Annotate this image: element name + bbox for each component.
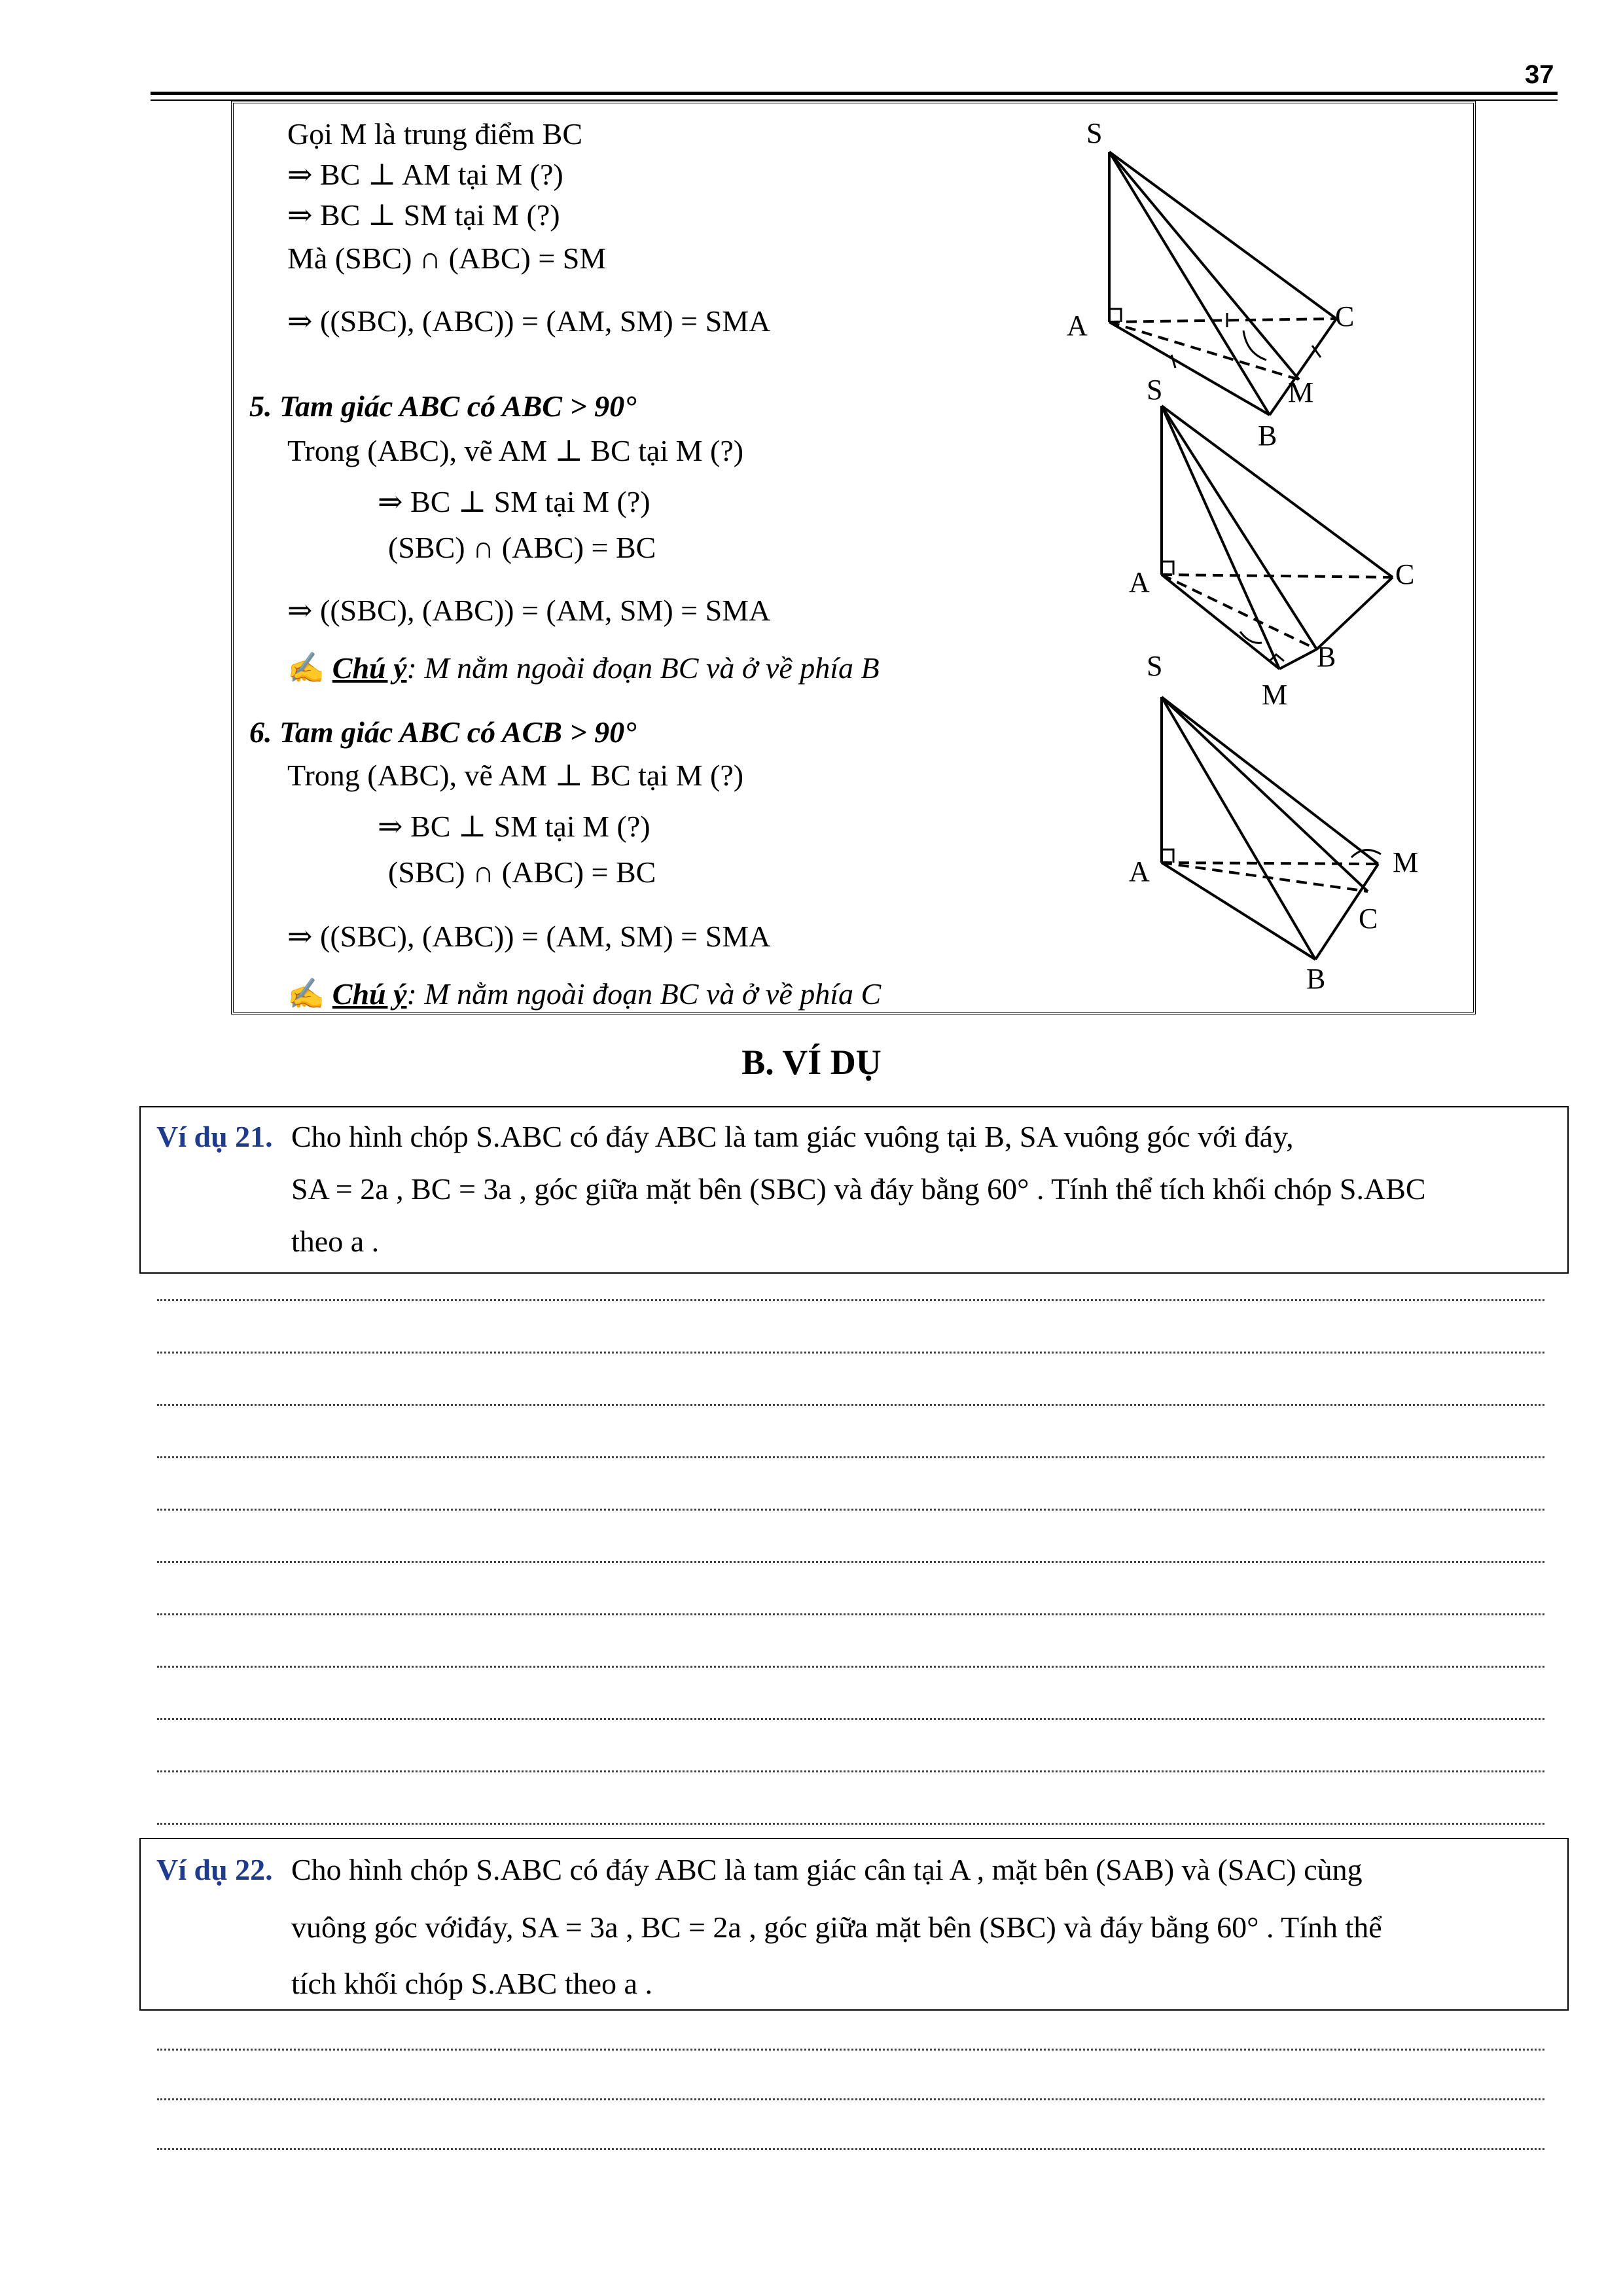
- pyramid-figure-2: [1162, 406, 1393, 669]
- answer-line[interactable]: [157, 1823, 1544, 1825]
- answer-line[interactable]: [157, 1299, 1544, 1301]
- answer-line[interactable]: [157, 1352, 1544, 1354]
- case5-heading: 5. Tam giác ABC có ABC > 90°: [249, 389, 637, 423]
- fig2-label-C: C: [1395, 558, 1415, 590]
- case5-line3: (SBC) ∩ (ABC) = BC: [388, 531, 656, 564]
- fig1-label-S: S: [1086, 117, 1103, 149]
- answer-line[interactable]: [157, 1456, 1544, 1458]
- example-line-2: vuông góc vớiđáy, SA = 3a , BC = 2a , góc giữa mặt bên (SBC) và đáy bằng 60° . Tính thể: [291, 1910, 1382, 1944]
- note-key: Chú ý: [332, 651, 407, 685]
- page-number: 37: [1525, 60, 1554, 89]
- answer-line[interactable]: [157, 2148, 1544, 2150]
- example-line-1: Cho hình chóp S.ABC có đáy ABC là tam giác vuông tại B, SA vuông góc với đáy,: [291, 1120, 1294, 1153]
- answer-line[interactable]: [157, 1509, 1544, 1511]
- note-text: : M nằm ngoài đoạn BC và ở về phía B: [406, 651, 880, 685]
- case6-line3: (SBC) ∩ (ABC) = BC: [388, 855, 656, 889]
- example-line-1: Cho hình chóp S.ABC có đáy ABC là tam giác cân tại A , mặt bên (SAB) và (SAC) cùng: [291, 1853, 1363, 1886]
- case4-line5: ⇒ ((SBC), (ABC)) = (AM, SM) = SMA: [287, 304, 771, 338]
- example-line-3: theo a .: [291, 1225, 380, 1258]
- answer-line[interactable]: [157, 1561, 1544, 1563]
- case5-line2: ⇒ BC ⊥ SM tại M (?): [378, 485, 651, 518]
- fig2-label-M: M: [1262, 679, 1288, 711]
- fig1-label-C: C: [1335, 300, 1355, 332]
- case5-line4: ⇒ ((SBC), (ABC)) = (AM, SM) = SMA: [287, 594, 771, 627]
- answer-line[interactable]: [157, 1613, 1544, 1615]
- fig1-label-M: M: [1288, 376, 1314, 408]
- answer-line[interactable]: [157, 1404, 1544, 1406]
- case4-line1: Gọi M là trung điểm BC: [287, 117, 583, 151]
- case5-line1: Trong (ABC), vẽ AM ⊥ BC tại M (?): [287, 434, 744, 467]
- example-21-box: [139, 1106, 1569, 1274]
- answer-line[interactable]: [157, 2049, 1544, 2051]
- section-title: B. VÍ DỤ: [741, 1043, 882, 1082]
- hand-writing-icon: ✍: [287, 651, 325, 685]
- answer-line[interactable]: [157, 1666, 1544, 1668]
- fig2-label-A: A: [1129, 566, 1150, 598]
- case6-line1: Trong (ABC), vẽ AM ⊥ BC tại M (?): [287, 759, 744, 792]
- case6-line2: ⇒ BC ⊥ SM tại M (?): [378, 810, 651, 843]
- case4-line3: ⇒ BC ⊥ SM tại M (?): [287, 198, 560, 232]
- answer-line[interactable]: [157, 1770, 1544, 1772]
- note-key: Chú ý: [332, 977, 407, 1011]
- fig2-label-S: S: [1147, 374, 1163, 406]
- fig1-label-A: A: [1067, 310, 1088, 342]
- fig3-label-C: C: [1359, 903, 1378, 935]
- answer-line[interactable]: [157, 2098, 1544, 2100]
- case6-heading: 6. Tam giác ABC có ACB > 90°: [249, 715, 637, 749]
- fig3-label-M: M: [1393, 846, 1419, 878]
- pyramid-figure-3: [1162, 697, 1381, 960]
- pyramid-figures: [0, 0, 1623, 1047]
- case4-line4: Mà (SBC) ∩ (ABC) = SM: [287, 242, 607, 275]
- example-line-3: tích khối chóp S.ABC theo a .: [291, 1967, 652, 2000]
- case6-line4: ⇒ ((SBC), (ABC)) = (AM, SM) = SMA: [287, 920, 771, 953]
- example-line-2: SA = 2a , BC = 3a , góc giữa mặt bên (SBC) và đáy bằng 60° . Tính thể tích khối chóp S.ABC: [291, 1172, 1426, 1206]
- hand-writing-icon: ✍: [287, 977, 325, 1011]
- example-22-box: [139, 1838, 1569, 2011]
- answer-line[interactable]: [157, 1718, 1544, 1720]
- note-text: : M nằm ngoài đoạn BC và ở về phía C: [406, 977, 882, 1011]
- fig2-label-B: B: [1317, 641, 1336, 673]
- fig3-label-A: A: [1129, 855, 1150, 888]
- fig3-label-B: B: [1306, 963, 1326, 995]
- case4-line2: ⇒ BC ⊥ AM tại M (?): [287, 158, 563, 191]
- pyramid-figure-1: [1109, 152, 1336, 415]
- example-label: Ví dụ 22.: [156, 1853, 273, 1886]
- fig3-label-S: S: [1147, 650, 1163, 682]
- fig1-label-B: B: [1258, 420, 1277, 452]
- example-label: Ví dụ 21.: [156, 1120, 273, 1153]
